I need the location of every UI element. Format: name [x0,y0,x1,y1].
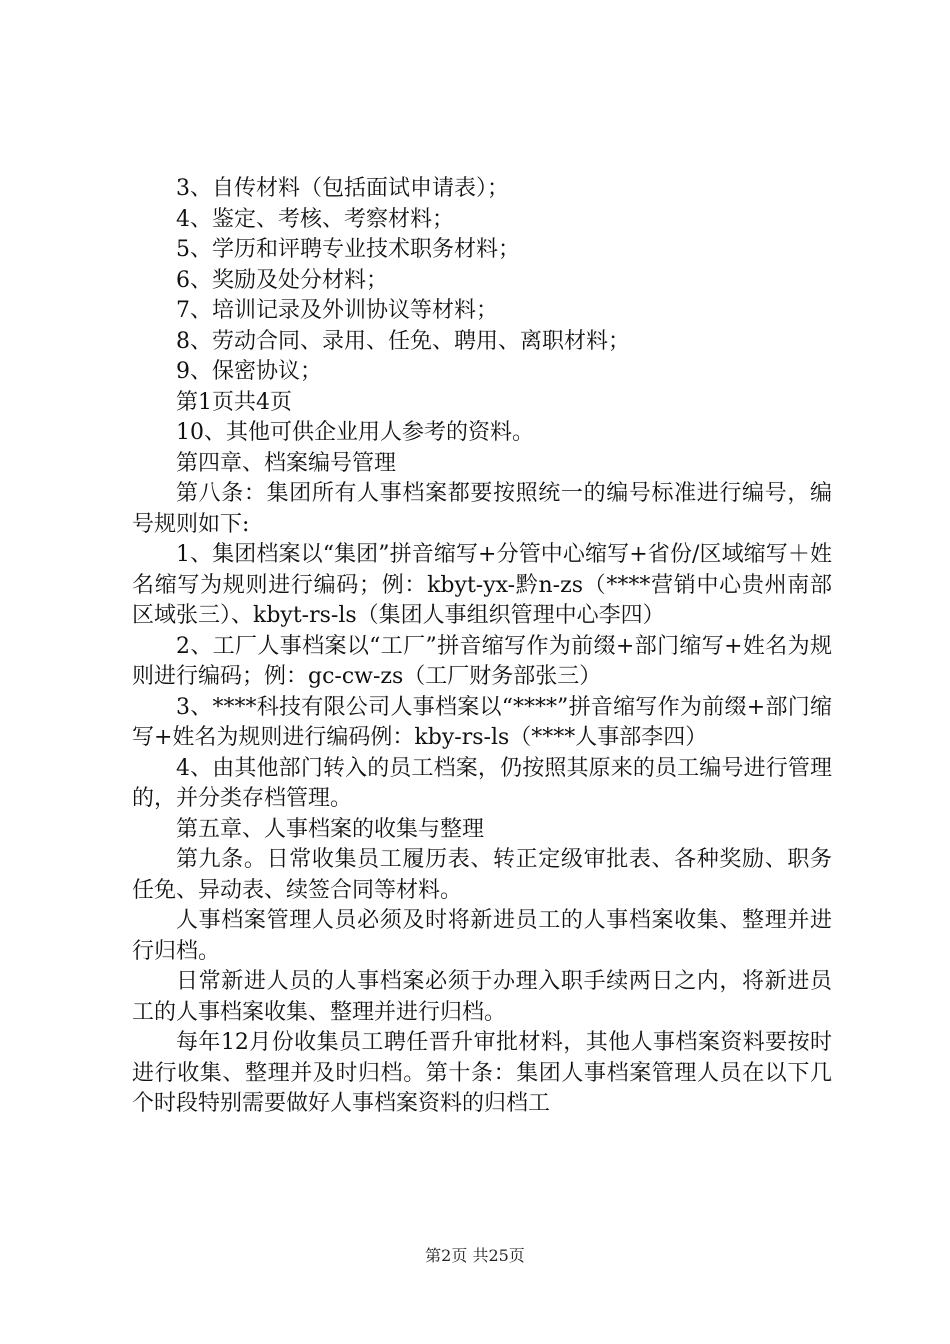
inner-page-marker: 第1页共4页 [176,389,292,415]
chapter-heading: 第四章、档案编号管理 [176,450,397,476]
list-item: 7、培训记录及外训协议等材料； [176,298,498,323]
body-paragraph: 人事档案管理人员必须及时将新进员工的人事档案收集、整理并进行归档。 [132,908,832,964]
list-item: 5、学历和评聘专业技术职务材料； [176,237,520,262]
body-paragraph: 日常新进人员的人事档案必须于办理入职手续两日之内，将新进员工的人事档案收集、整理并进行归档。 [132,969,832,1025]
rule-paragraph: 2、工厂人事档案以“工厂”拼音缩写作为前缀+部门缩写+姓名为规则进行编码；例：gc-cw-zs（工厂财务部张三） [132,633,832,689]
article-paragraph: 第八条：集团所有人事档案都要按照统一的编号标准进行编号，编号规则如下: [132,481,832,537]
list-item: 4、鉴定、考核、考察材料； [176,206,454,232]
document-body [132,174,832,1120]
page-footer: 第2页 共25页 [425,1246,525,1265]
article-paragraph: 第九条。日常收集员工履历表、转正定级审批表、各种奖励、职务任免、异动表、续签合同等材料。 [132,847,832,903]
body-paragraph: 每年12月份收集员工聘任晋升审批材料，其他人事档案资料要按时进行收集、整理并及时归档。第十条：集团人事档案管理人员在以下几个时段特别需要做好人事档案资料的归档工 [132,1030,832,1116]
list-item: 9、保密协议； [176,359,322,384]
rule-paragraph: 4、由其他部门转入的员工档案，仍按照其原来的员工编号进行管理的，并分类存档管理。 [132,755,832,811]
rule-paragraph: 1、集团档案以“集团”拼音缩写+分管中心缩写+省份/区域缩写＋姓名缩写为规则进行编码；例：kbyt-yx-黔n-zs（****营销中心贵州南部区域张三）、kbyt-rs-ls（集团人事组织管理中心李四） [132,542,832,628]
rule-paragraph: 3、****科技有限公司人事档案以“****”拼音缩写作为前缀+部门缩写+姓名为规则进行编码例：kby-rs-ls（****人事部李四） [132,694,832,750]
list-item: 10、其他可供企业用人参考的资料。 [176,420,534,445]
list-item: 8、劳动合同、录用、任免、聘用、离职材料； [176,328,630,354]
chapter-heading: 第五章、人事档案的收集与整理 [176,816,485,842]
list-item: 6、奖励及处分材料； [176,267,388,293]
list-item: 3、自传材料（包括面试申请表）； [176,176,509,201]
